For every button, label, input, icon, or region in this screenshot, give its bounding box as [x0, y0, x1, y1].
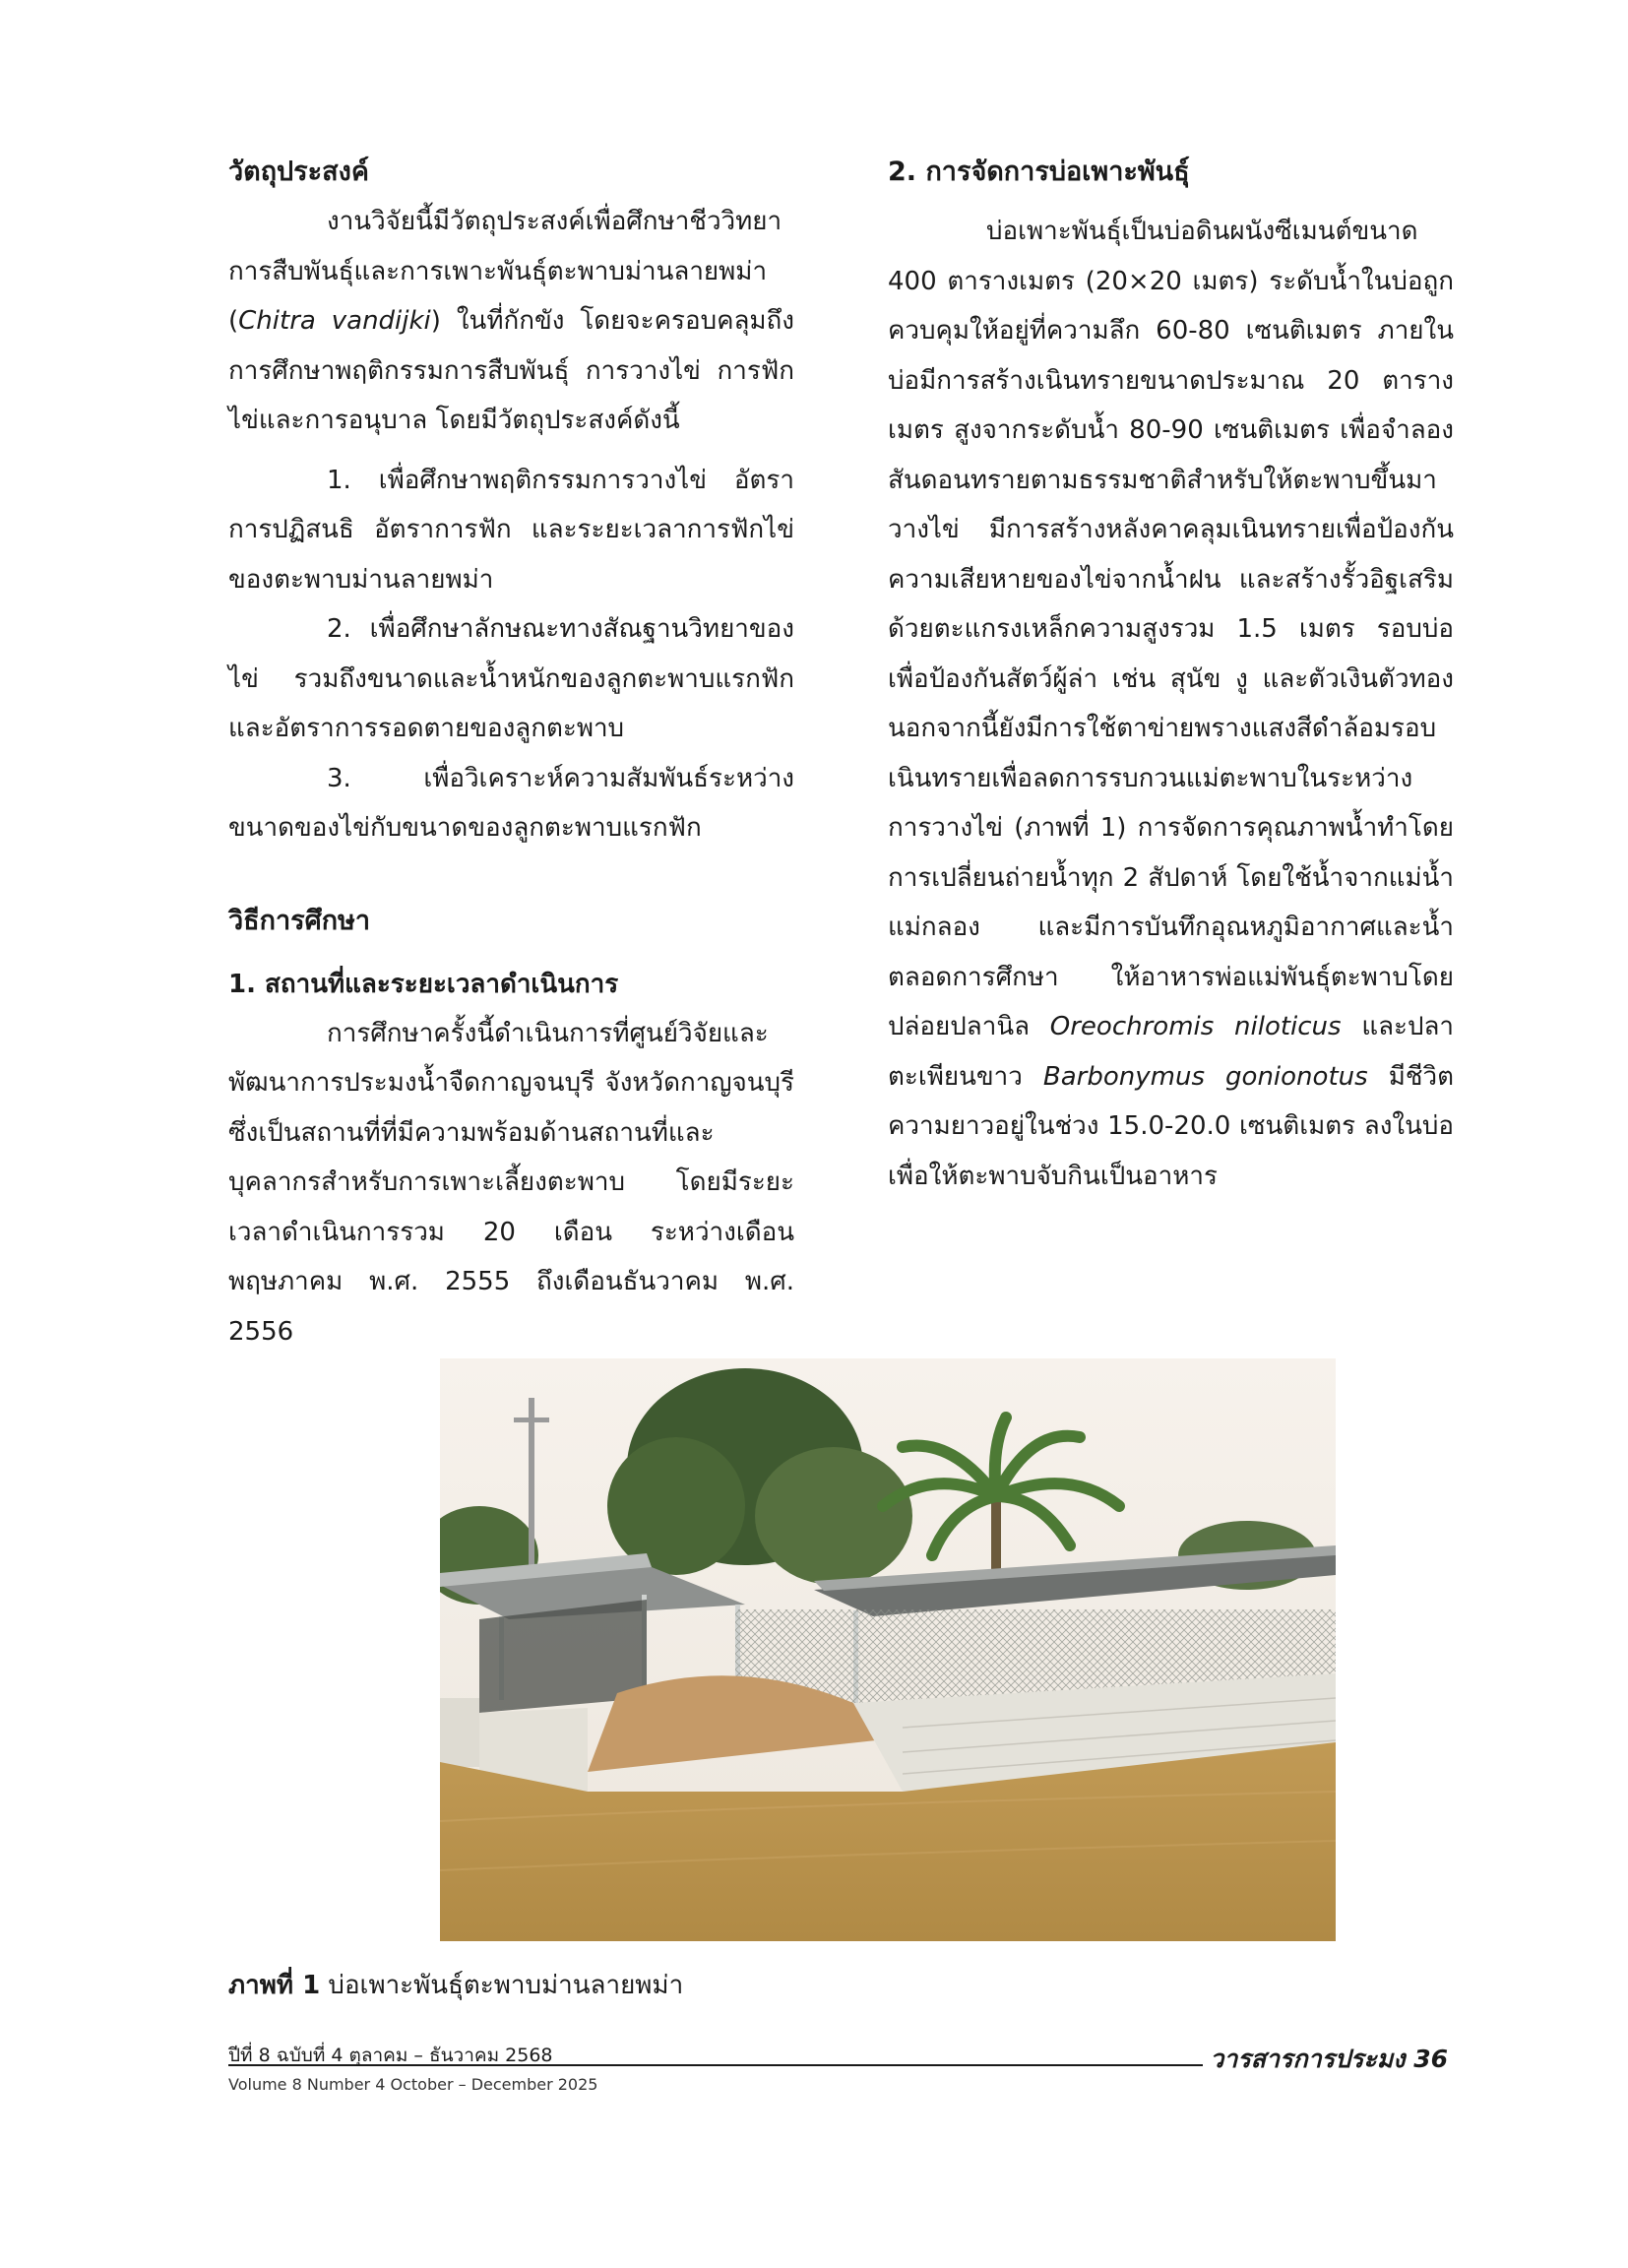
species-tilapia: Oreochromis niloticus	[1049, 1012, 1342, 1041]
heading-place: 1. สถานที่และระยะเวลาดำเนินการ	[228, 969, 619, 999]
text-pond-1: บ่อเพาะพันธุ์เป็นบ่อดินผนังซีเมนต์ขนาด 400 ตารางเมตร (20×20 เมตร) ระดับน้ำในบ่อถูกควบคุมให้อยู่ที่ความลึก 60-80 เซนติเมตร ภายในบ่อมีการสร้างเนินทรายขนาดประมาณ 20 ตารางเมตร สูงจากระดับน้ำ 80-90 เซนติเมตร เพื่อจำลองสันดอนทรายตามธรรมชาติสำหรับให้ตะพาบขึ้นมาวางไข่ มีการสร้างหลังคาคลุมเนินทรายเพื่อป้องกันความเสียหายของไข่จากน้ำฝน และสร้างรั้วอิฐเสริมด้วยตะแกรงเหล็กความสูงรวม 1.5 เมตร รอบบ่อเพื่อป้องกันสัตว์ผู้ล่า เช่น สุนัข งู และตัวเงินตัวทอง นอกจากนี้ยังมีการใช้ตาข่ายพรางแสงสีดำล้อมรอบเนินทรายเพื่อลดการรบกวนแม่ตะพาบในระหว่างการวางไข่ (ภาพที่ 1) การจัดการคุณภาพน้ำทำโดยการเปลี่ยนถ่ายน้ำทุก 2 สัปดาห์ โดยใช้น้ำจากแม่น้ำแม่กลอง และมีการบันทึกอุณหภูมิอากาศและน้ำตลอดการศึกษา ให้อาหารพ่อแม่พันธุ์ตะพาบโดยปล่อยปลานิล	[888, 217, 1454, 1041]
paragraph-place: การศึกษาครั้งนี้ดำเนินการที่ศูนย์วิจัยและพัฒนาการประมงน้ำจืดกาญจนบุรี จังหวัดกาญจนบุรี ซึ่งเป็นสถานที่ที่มีความพร้อมด้านสถานที่และบุคลากรสำหรับการเพาะเลี้ยงตะพาบ โดยมีระยะเวลาดำเนินการรวม 20 เดือน ระหว่างเดือนพฤษภาคม พ.ศ. 2555 ถึงเดือนธันวาคม พ.ศ. 2556	[228, 1018, 794, 1347]
caption-text: บ่อเพาะพันธุ์ตะพาบม่านลายพม่า	[320, 1971, 684, 2000]
heading-pond-management: 2. การจัดการบ่อเพาะพันธุ์	[888, 157, 1190, 187]
heading-objective: วัตถุประสงค์	[228, 157, 369, 187]
caption-label: ภาพที่ 1	[228, 1971, 321, 2000]
paragraph-pond	[888, 207, 1454, 1201]
species-name: Chitra vandijki	[238, 306, 431, 336]
figure-breeding-pond-photo	[440, 1358, 1336, 1941]
figure-caption	[228, 1966, 683, 2005]
right-column	[888, 148, 1454, 1201]
footer-issue-thai: ปีที่ 8 ฉบับที่ 4 ตุลาคม – ธันวาคม 2568	[228, 2045, 553, 2066]
pond-photo-illustration	[440, 1358, 1336, 1941]
heading-method: วิธีการศึกษา	[228, 905, 371, 936]
left-column	[228, 148, 794, 1356]
paragraph-objective-intro	[228, 197, 794, 446]
objective-item-1: 1. เพื่อศึกษาพฤติกรรมการวางไข่ อัตราการปฏิสนธิ อัตราการฟัก และระยะเวลาการฟักไข่ของตะพาบม่านลายพม่า	[228, 465, 794, 595]
journal-name-page-number: วารสารการประมง 36	[1204, 2045, 1448, 2074]
text-intro: งานวิจัยนี้มีวัตถุประสงค์เพื่อศึกษาชีววิทยาการสืบพันธุ์และการเพาะพันธุ์ตะพาบม่านลายพม่า (	[228, 207, 783, 336]
text-pond-3: มีชีวิต ความยาวอยู่ในช่วง 15.0-20.0 เซนติเมตร ลงในบ่อเพื่อให้ตะพาบจับกินเป็นอาหาร	[888, 1061, 1454, 1191]
text-pond-2: และปลาตะเพียนขาว	[888, 1012, 1455, 1092]
species-barb: Barbonymus gonionotus	[1042, 1061, 1368, 1092]
footer-issue-english: Volume 8 Number 4 October – December 2025	[228, 2075, 598, 2094]
text-intro-end: ) ในที่กักขัง โดยจะครอบคลุมถึงการศึกษาพฤติกรรมการสืบพันธุ์ การวางไข่ การฟักไข่และการอนุบาล โดยมีวัตถุประสงค์ดังนี้	[228, 306, 794, 435]
objective-item-2: 2. เพื่อศึกษาลักษณะทางสัณฐานวิทยาของไข่ รวมถึงขนาดและน้ำหนักของลูกตะพาบแรกฟัก และอัตราการรอดตายของลูกตะพาบ	[228, 614, 794, 743]
objective-item-3: 3. เพื่อวิเคราะห์ความสัมพันธ์ระหว่างขนาดของไข่กับขนาดของลูกตะพาบแรกฟัก	[228, 763, 794, 843]
